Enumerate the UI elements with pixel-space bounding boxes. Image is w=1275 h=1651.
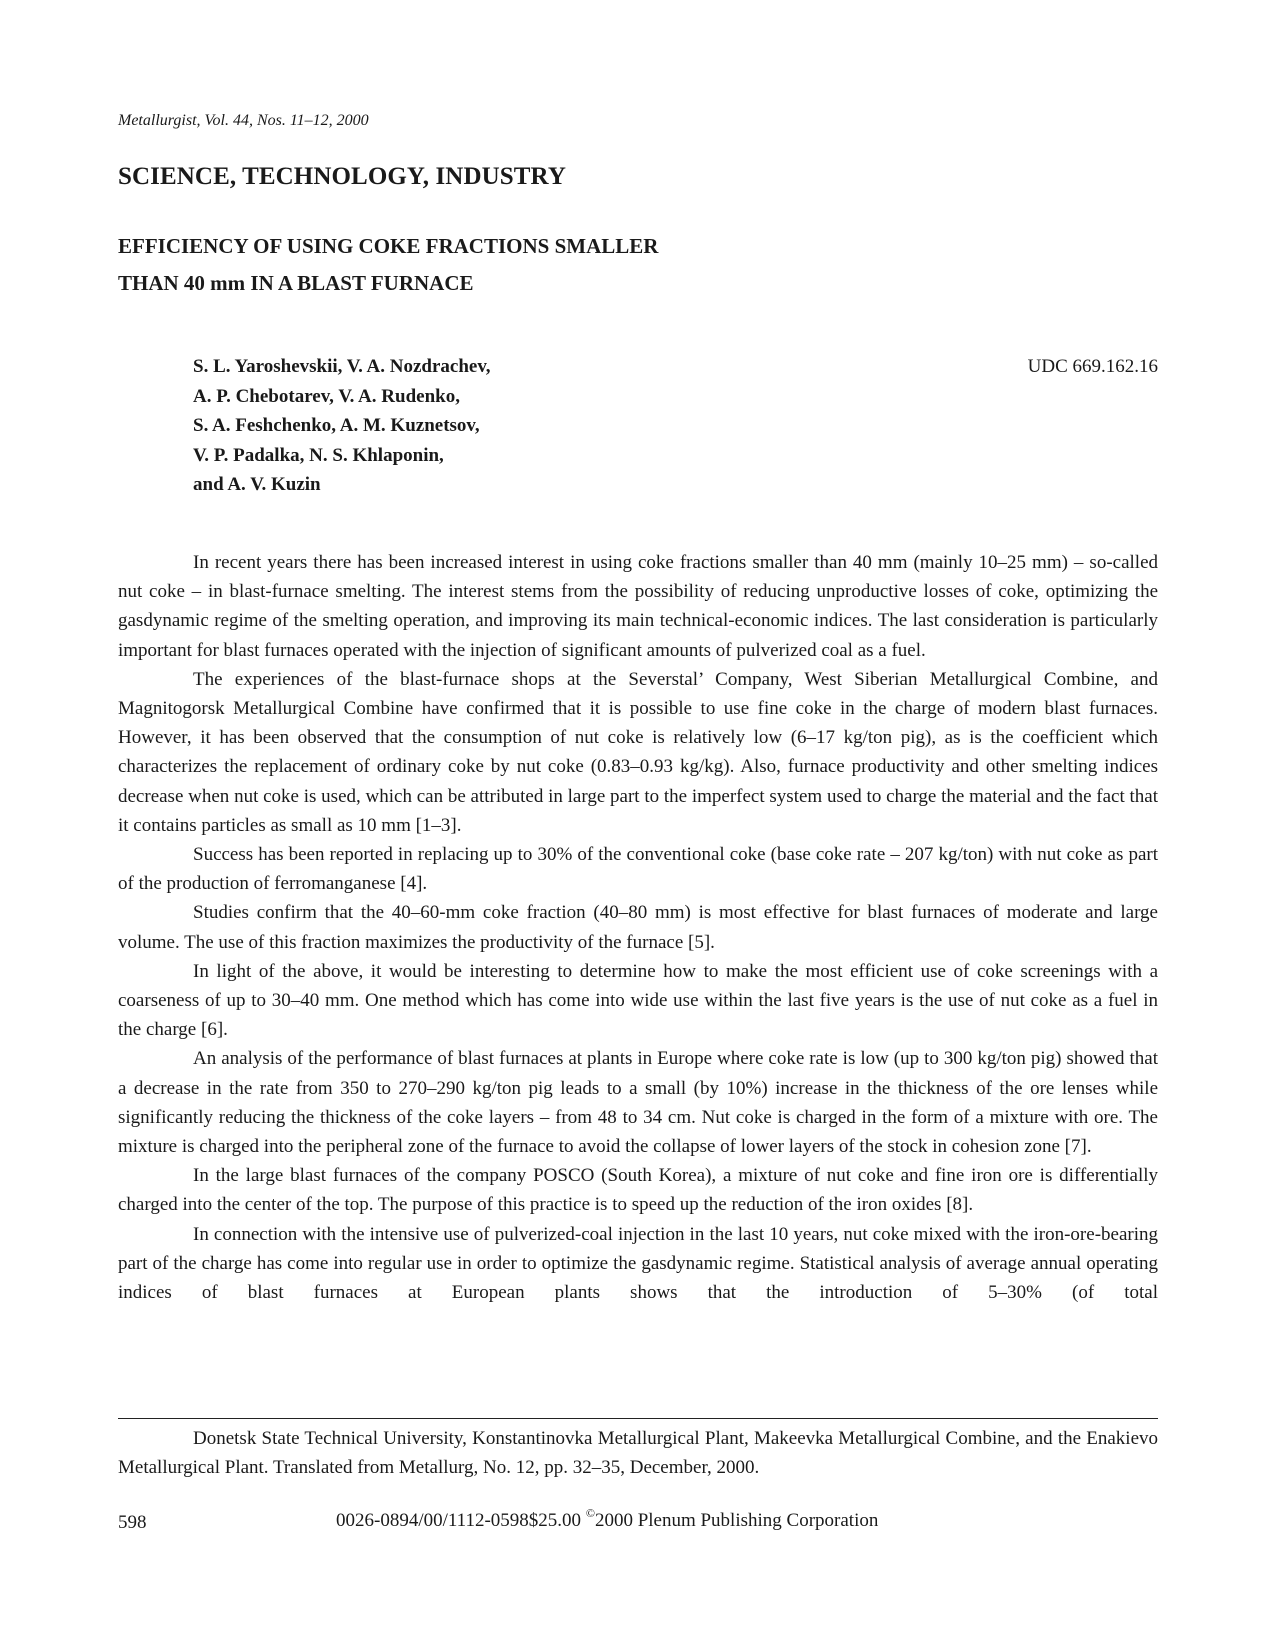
footnote-text: Donetsk State Technical University, Konstantinovka Metallurgical Plant, Makeevka Metallurgical Combine, and the Enakievo Metallurgical Plant. Translated from Metallurg, No. 12, pp. 32–35, December, 2000. — [118, 1428, 1158, 1479]
article-title-line: THAN 40 mm IN A BLAST FURNACE — [118, 271, 474, 295]
section-heading: SCIENCE, TECHNOLOGY, INDUSTRY — [118, 163, 566, 190]
copyright-text: 2000 Plenum Publishing Corporation — [594, 1510, 879, 1531]
body-paragraph: In recent years there has been increased interest in using coke fractions smaller than 40 mm (mainly 10–25 mm) – so-called nut coke – in blast-furnace smelting. The interest stems from the possibility of reducing unproductive losses of coke, optimizing the gasdynamic regime of the smelting operation, and improving its main technical-economic indices. The last consideration is particularly important for blast furnaces operated with the injection of significant amounts of pulverized coal as a fuel. — [118, 552, 1158, 661]
author-list — [193, 352, 491, 500]
body-paragraph: In the large blast furnaces of the company POSCO (South Korea), a mixture of nut coke and fine iron ore is differentially charged into the center of the top. The purpose of this practice is to speed up the reduction of the iron oxides [8]. — [118, 1165, 1158, 1216]
author-line: S. L. Yaroshevskii, V. A. Nozdrachev, — [193, 356, 491, 377]
author-line: V. P. Padalka, N. S. Khlaponin, — [193, 444, 444, 466]
copyright-line — [336, 1506, 879, 1532]
author-line: and A. V. Kuzin — [193, 474, 321, 495]
article-title — [118, 228, 658, 302]
copyright-symbol: © — [585, 1506, 595, 1520]
author-line: A. P. Chebotarev, V. A. Rudenko, — [193, 385, 460, 407]
footnote — [118, 1424, 1158, 1482]
article-title-line: EFFICIENCY OF USING COKE FRACTIONS SMALLER — [118, 234, 659, 258]
body-paragraph: In light of the above, it would be interesting to determine how to make the most efficient use of coke screenings with a coarseness of up to 30–40 mm. One method which has come into wide use within the last five years is the use of nut coke as a fuel in the charge [6]. — [118, 960, 1158, 1041]
body-paragraph: Success has been reported in replacing up to 30% of the conventional coke (base coke rate – 207 kg/ton) with nut coke as part of the production of ferromanganese [4]. — [118, 844, 1158, 895]
body-paragraph: An analysis of the performance of blast furnaces at plants in Europe where coke rate is low (up to 300 kg/ton pig) showed that a decrease in the rate from 350 to 270–290 kg/ton pig leads to a small (by 10%) increase in the thickness of the ore lenses while significantly reducing the thickness of the coke layers – from 48 to 34 cm. Nut coke is charged in the form of a mixture with ore. The mixture is charged into the peripheral zone of the furnace to avoid the collapse of lower layers of the stock in cohesion zone [7]. — [118, 1048, 1158, 1158]
author-line: S. A. Feshchenko, A. M. Kuznetsov, — [193, 415, 480, 436]
issn-price: 0026-0894/00/1112-0598$25.00 — [336, 1510, 586, 1531]
body-paragraph: In connection with the intensive use of pulverized-coal injection in the last 10 years, nut coke mixed with the iron-ore-bearing part of the charge has come into regular use in order to optimize the gasdynamic regime. Statistical analysis of average annual operating indices of blast furnaces at European plants shows that the introduction of 5–30% (of total — [118, 1223, 1158, 1304]
article-body — [118, 548, 1158, 1307]
body-paragraph: The experiences of the blast-furnace shops at the Severstal’ Company, West Siberian Metallurgical Combine, and Magnitogorsk Metallurgical Combine have confirmed that it is possible to use fine coke in the charge of modern blast furnaces. However, it has been observed that the consumption of nut coke is relatively low (6–17 kg/ton pig), as is the coefficient which characterizes the replacement of ordinary coke by nut coke (0.83–0.93 kg/kg). Also, furnace productivity and other smelting indices decrease when nut coke is used, which can be attributed in large part to the imperfect system used to charge the material and the fact that it contains particles as small as 10 mm [1–3]. — [118, 668, 1158, 836]
footnote-divider — [118, 1418, 1158, 1419]
page-number: 598 — [118, 1512, 147, 1533]
journal-citation: Metallurgist, Vol. 44, Nos. 11–12, 2000 — [118, 112, 369, 129]
body-paragraph: Studies confirm that the 40–60-mm coke fraction (40–80 mm) is most effective for blast furnaces of moderate and large volume. The use of this fraction maximizes the productivity of the furnace [5]. — [118, 902, 1158, 953]
udc-code: UDC 669.162.16 — [1027, 356, 1158, 377]
